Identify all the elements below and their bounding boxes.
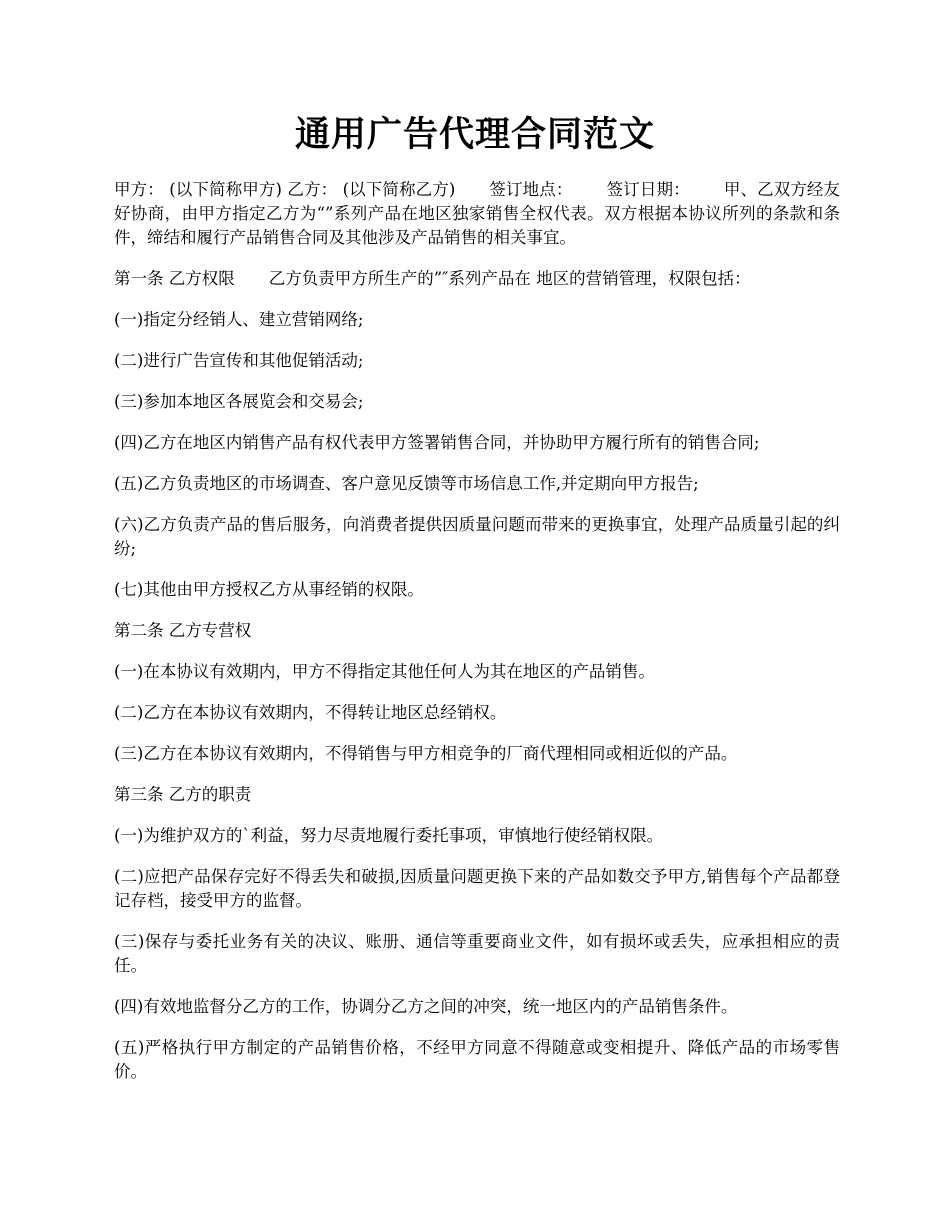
sign-place-label: 签订地点： [489, 180, 573, 199]
sign-date-label: 签订日期： [606, 180, 690, 199]
article-3-item: (四)有效地监督分乙方的工作，协调分乙方之间的冲突，统一地区内的产品销售条件。 [114, 997, 738, 1016]
party-b-label: 乙方： [287, 180, 338, 199]
party-b-abbr: (以下简称乙方) [342, 180, 456, 199]
article-2-heading: 第二条 乙方专营权 [114, 621, 252, 640]
article-3-item: (二)应把产品保存完好不得丢失和破损,因质量问题更换下来的产品如数交予甲方,销售每个产品都登记存档，接受甲方的监督。 [114, 867, 840, 910]
article-2-item: (一)在本协议有效期内，甲方不得指定其他任何人为其在地区的产品销售。 [114, 662, 655, 681]
article-1-item: (三)参加本地区各展览会和交易会; [114, 392, 364, 411]
article-2-item: (二)乙方在本协议有效期内，不得转让地区总经销权。 [114, 703, 507, 722]
intro-paragraph [114, 178, 840, 250]
article-1-intro [114, 267, 840, 291]
document-body [114, 178, 840, 1101]
article-1-item: (二)进行广告宣传和其他促销活动; [114, 351, 364, 370]
article-1-item: (一)指定分经销人、建立营销网络; [114, 310, 364, 329]
intro-body-text: 甲、乙双方经友好协商，由甲方指定乙方为“”系列产品在地区独家销售全权代表。双方根据本协议所列的条款和条件，缔结和履行产品销售合同及其他涉及产品销售的相关事宜。 [114, 180, 841, 247]
article-2-item: (三)乙方在本协议有效期内，不得销售与甲方相竞争的厂商代理相同或相近似的产品。 [114, 744, 738, 763]
article-3-item: (五)严格执行甲方制定的产品销售价格，不经甲方同意不得随意或变相提升、降低产品的市场零售价。 [114, 1038, 840, 1081]
article-1-item: (四)乙方在地区内销售产品有权代表甲方签署销售合同，并协助甲方履行所有的销售合同; [114, 433, 760, 452]
article-3-item: (三)保存与委托业务有关的决议、账册、通信等重要商业文件，如有损坏或丢失，应承担相应的责任。 [114, 932, 840, 975]
article-1-heading: 第一条 乙方权限 [114, 269, 235, 288]
article-1-item: (七)其他由甲方授权乙方从事经销的权限。 [114, 580, 424, 599]
article-3-heading: 第三条 乙方的职责 [114, 785, 252, 804]
party-a-abbr: (以下简称甲方) [169, 180, 282, 199]
article-1-item: (六)乙方负责产品的售后服务，向消费者提供因质量问题而带来的更换事宜，处理产品质量引起的纠纷; [114, 515, 840, 558]
document-title: 通用广告代理合同范文 [294, 114, 655, 155]
party-a-label: 甲方： [114, 180, 164, 199]
article-1-item: (五)乙方负责地区的市场调查、客户意见反馈等市场信息工作,并定期向甲方报告; [114, 474, 699, 493]
article-3-item: (一)为维护双方的`利益，努力尽责地履行委托事项，审慎地行使经销权限。 [114, 826, 664, 845]
article-1-text: 乙方负责甲方所生产的”″系列产品在 地区的营销管理，权限包括： [268, 269, 751, 288]
